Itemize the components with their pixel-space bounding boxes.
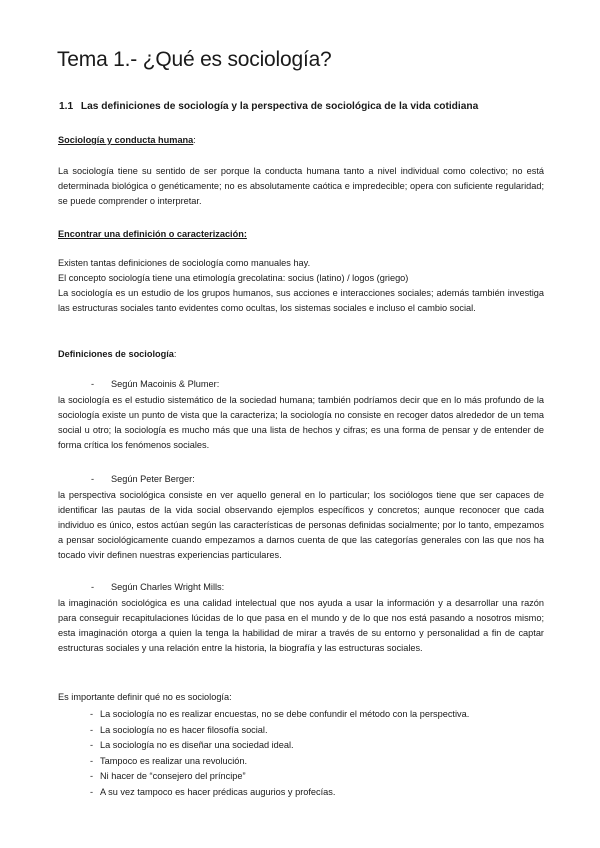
bullet-dash: - — [90, 786, 94, 797]
definicion-heading — [58, 227, 544, 242]
definiciones-heading — [58, 347, 544, 362]
author-label-1-text: Según Macoinis & Plumer: — [111, 379, 220, 389]
bullet-dash: - — [90, 771, 94, 781]
section-heading — [59, 99, 549, 114]
bullet-dash: - — [90, 740, 94, 750]
bullet-dash: - — [90, 709, 94, 719]
definicion-line-1: Existen tantas definiciones de sociología como manuales hay. — [58, 258, 311, 268]
section-heading-text: Las definiciones de sociología y la perspectiva de sociológica de la vida cotidiana — [80, 101, 479, 112]
author-text-2: la perspectiva sociológica consiste en ver aquello general en lo particular; los sociólogos tiene que ser capaces de identificar las pautas de la vida social observando ejemplos específicos y concretos; aunque reconocer que cada individuo es único, estos actúan según las características de personas definidas socialmente; por lo tanto, empezamos a pensar sociológicamente cuando empezamos a darnos cuenta de que las categorías generales con las que nos ha tocado vivir definen nuestras experiencias particulares. — [58, 490, 544, 560]
conducta-paragraph: La sociología tiene su sentido de ser porque la conducta humana tanto a nivel individual como colectivo; no está determinada biológica o genéticamente; no es absolutamente caótica e impredecible; opera con suficiente regularidad; se puede comprender o interpretar. — [58, 166, 544, 206]
list-item — [58, 754, 544, 770]
no-es-heading-text: Es importante definir qué no es sociología: — [58, 692, 232, 702]
list-item — [58, 738, 544, 754]
bullet-dash: - — [90, 724, 94, 735]
list-item-text: A su vez tampoco es hacer prédicas augurios y profecías. — [100, 786, 336, 797]
list-item — [58, 769, 544, 785]
list-item — [58, 707, 544, 723]
definicion-paragraph: La sociología es un estudio de los grupos humanos, sus acciones e interacciones sociales; además también investiga las estructuras sociales tanto evidentes como ocultas, los sistemas sociales e incluso el cambio social. — [58, 288, 544, 313]
author-label-3-text: Según Charles Wright Mills: — [111, 582, 225, 592]
list-item-text: La sociología no es hacer filosofía social. — [100, 724, 268, 735]
bullet-dash: - — [91, 582, 95, 592]
author-label-2-text: Según Peter Berger: — [111, 474, 195, 484]
conducta-heading — [58, 133, 544, 148]
author-label-3 — [91, 580, 224, 595]
conducta-heading-text: Sociología y conducta humana — [58, 135, 194, 145]
page-title: Tema 1.- ¿Qué es sociología? — [57, 48, 332, 71]
no-es-heading — [58, 690, 544, 705]
list-item-text: La sociología no es realizar encuestas, no se debe confundir el método con la perspectiva. — [100, 709, 470, 719]
definiciones-heading-colon: : — [173, 349, 177, 359]
section-number: 1.1 — [59, 101, 74, 112]
author-label-2 — [91, 472, 195, 487]
author-label-1 — [91, 377, 219, 392]
definicion-line-2: El concepto sociología tiene una etimología grecolatina: socius (latino) / logos (griego) — [58, 273, 409, 283]
definiciones-heading-text: Definiciones de sociología — [58, 349, 174, 359]
definicion-lines — [58, 256, 544, 316]
conducta-heading-colon: : — [193, 135, 196, 145]
bullet-dash: - — [91, 474, 95, 484]
author-text-1: la sociología es el estudio sistemático de la sociedad humana; también podríamos decir que en lo más profundo de la sociología existe un punto de vista que la caracteriza; la sociología no consiste en recoger datos alrededor de un tema social u otro; la sociología es mucho más que una lista de hechos y cifras; es una forma de pensar y de entender de forma crítica los fenómenos sociales. — [58, 395, 544, 450]
definicion-heading-text: Encontrar una definición o caracterización: — [58, 229, 247, 239]
no-es-list — [58, 707, 544, 800]
list-item-text: Tampoco es realizar una revolución. — [100, 755, 248, 766]
list-item-text: Ni hacer de “consejero del príncipe” — [100, 771, 246, 781]
list-item-text: La sociología no es diseñar una sociedad ideal. — [100, 740, 294, 750]
list-item — [58, 723, 544, 739]
list-item — [58, 785, 544, 801]
bullet-dash: - — [91, 379, 95, 389]
bullet-dash: - — [90, 755, 94, 766]
author-text-3: la imaginación sociológica es una calidad intelectual que nos ayuda a usar la información y a desarrollar una razón para conseguir recapitulaciones lúcidas de lo que pasa en el mundo y de lo que nos está pasando a nosotros mismo; esta imaginación otorga a quien la tenga la habilidad de mirar a través de su entorno y personalidad a fin de captar estructuras sociales y una relación entre la historia, la biografía y las estructuras sociales. — [58, 598, 544, 653]
